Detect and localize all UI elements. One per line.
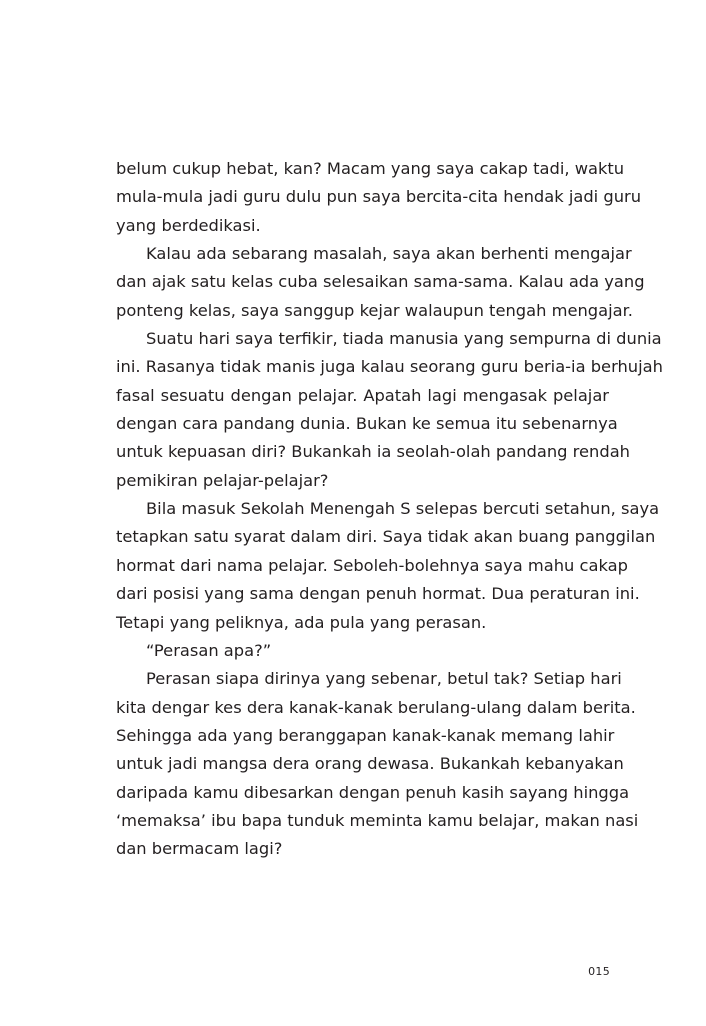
text-line: Kalau ada sebarang masalah, saya akan berhenti mengajar (146, 244, 632, 264)
text-line: dan ajak satu kelas cuba selesaikan sama-sama. Kalau ada yang (116, 272, 645, 292)
text-line: dan bermacam lagi? (116, 839, 283, 859)
text-line: dari posisi yang sama dengan penuh hormat. Dua peraturan ini. (116, 584, 640, 604)
text-line: mula-mula jadi guru dulu pun saya bercita-cita hendak jadi guru (116, 187, 642, 207)
text-line: ponteng kelas, saya sanggup kejar walaupun tengah mengajar. (116, 300, 633, 320)
text-line: ini. Rasanya tidak manis juga kalau seorang guru beria-ia berhujah (116, 357, 663, 377)
text-line: belum cukup hebat, kan? Macam yang saya cakap tadi, waktu (116, 159, 625, 178)
text-line: yang berdedikasi. (116, 215, 261, 235)
text-line: Bila masuk Sekolah Menengah S selepas bercuti setahun, saya (146, 499, 660, 519)
text-line: tetapkan satu syarat dalam diri. Saya tidak akan buang panggilan (116, 527, 656, 547)
text-line: Suatu hari saya terfikir, tiada manusia yang sempurna di dunia (146, 329, 662, 349)
text-line: pemikiran pelajar-pelajar? (116, 470, 329, 490)
text-line: Sehingga ada yang beranggapan kanak-kanak memang lahir (116, 725, 615, 745)
body-text (116, 155, 663, 864)
text-line: dengan cara pandang dunia. Bukan ke semua itu sebenarnya (116, 414, 618, 434)
text-line: Perasan siapa dirinya yang sebenar, betul tak? Setiap hari (146, 669, 622, 689)
text-line: untuk kepuasan diri? Bukankah ia seolah-olah pandang rendah (116, 442, 630, 462)
text-line: untuk jadi mangsa dera orang dewasa. Bukankah kebanyakan (116, 754, 624, 774)
dialogue-line: “Perasan apa?” (146, 640, 272, 660)
text-line: Tetapi yang peliknya, ada pula yang perasan. (116, 612, 487, 632)
text-line: kita dengar kes dera kanak-kanak berulang-ulang dalam berita. (116, 697, 636, 717)
page-number: 015 (588, 965, 610, 978)
text-line: ‘memaksa’ ibu bapa tunduk meminta kamu belajar, makan nasi (116, 810, 639, 830)
text-line: daripada kamu dibesarkan dengan penuh kasih sayang hingga (116, 782, 630, 802)
text-line: fasal sesuatu dengan pelajar. Apatah lagi mengasak pelajar (116, 385, 609, 405)
text-line: hormat dari nama pelajar. Seboleh-bolehnya saya mahu cakap (116, 555, 628, 575)
